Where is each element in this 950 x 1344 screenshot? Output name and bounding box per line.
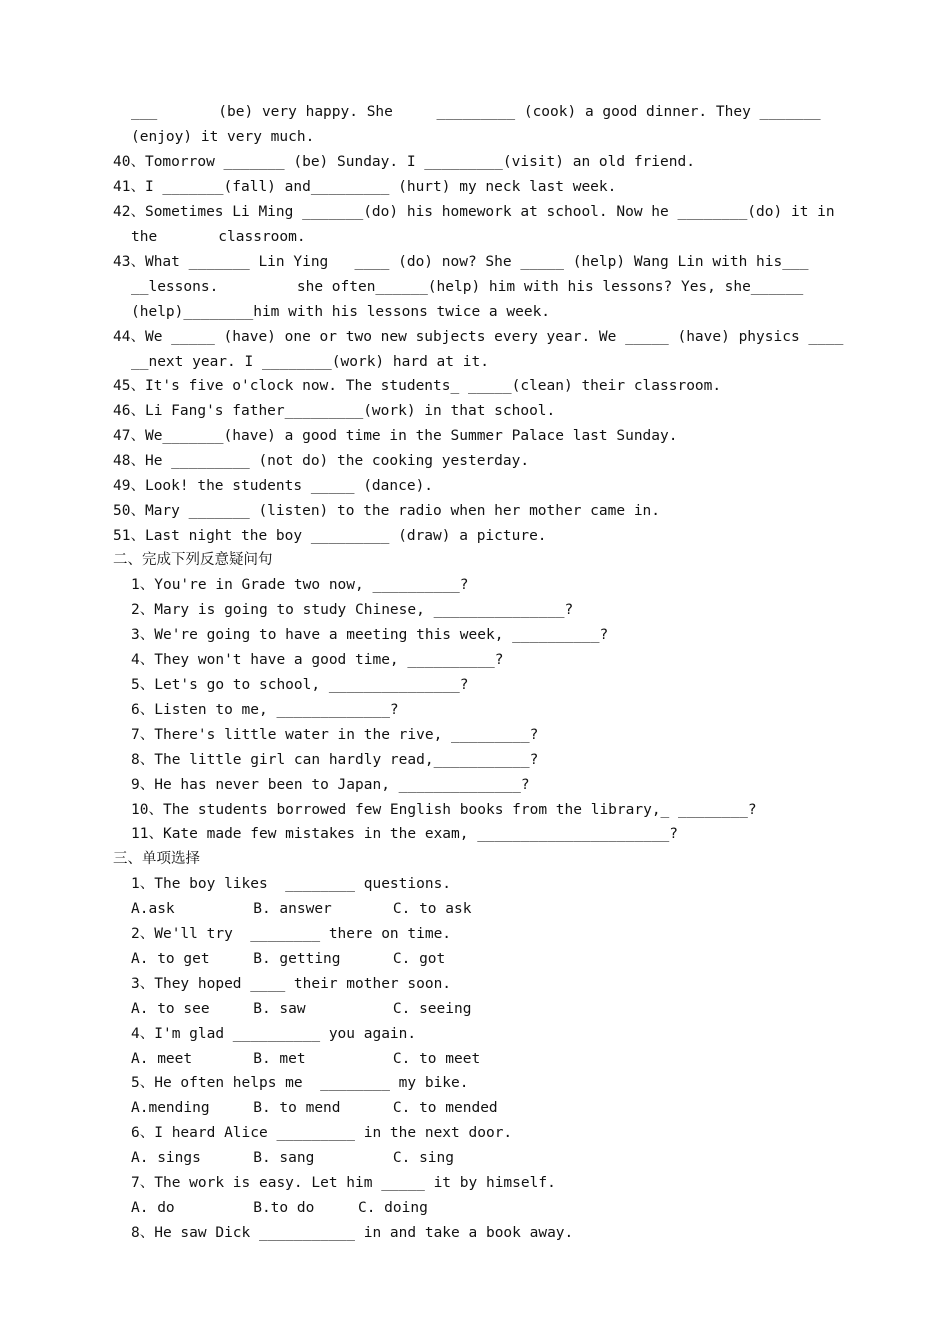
exercise-line: 46、Li Fang's father_________(work) in that school. xyxy=(113,403,556,419)
exercise-line: 8、The little girl can hardly read,___________? xyxy=(131,752,539,768)
options-line: A. meet B. met C. to meet xyxy=(131,1051,481,1067)
exercise-line: ___ (be) very happy. She _________ (cook) a good dinner. They _______ xyxy=(131,104,821,120)
options-line: A. to see B. saw C. seeing xyxy=(131,1001,472,1017)
exercise-line: 3、We're going to have a meeting this week, __________? xyxy=(131,627,609,643)
exercise-line: 47、We_______(have) a good time in the Summer Palace last Sunday. xyxy=(113,428,678,444)
question-line: 3、They hoped ____ their mother soon. xyxy=(131,976,452,992)
exercise-line: 49、Look! the students _____ (dance). xyxy=(113,478,434,494)
question-line: 7、The work is easy. Let him _____ it by himself. xyxy=(131,1175,556,1191)
exercise-line: 6、Listen to me, _____________? xyxy=(131,702,399,718)
exercise-line: 9、He has never been to Japan, ______________? xyxy=(131,777,530,793)
exercise-line: 5、Let's go to school, _______________? xyxy=(131,677,469,693)
question-line: 2、We'll try ________ there on time. xyxy=(131,926,452,942)
exercise-line: 1、You're in Grade two now, __________? xyxy=(131,577,469,593)
exercise-line: 43、What _______ Lin Ying ____ (do) now? She _____ (help) Wang Lin with his___ xyxy=(113,254,809,270)
exercise-line: 44、We _____ (have) one or two new subjects every year. We _____ (have) physics ____ xyxy=(113,329,844,345)
question-line: 1、The boy likes ________ questions. xyxy=(131,876,452,892)
section-heading: 三、单项选择 xyxy=(113,851,200,867)
exercise-line: 48、He _________ (not do) the cooking yesterday. xyxy=(113,453,530,469)
exercise-line: 50、Mary _______ (listen) to the radio when her mother came in. xyxy=(113,503,661,519)
question-line: 8、He saw Dick ___________ in and take a book away. xyxy=(131,1225,574,1241)
exercise-line: (enjoy) it very much. xyxy=(131,129,315,145)
exercise-line: __next year. I ________(work) hard at it. xyxy=(131,354,489,370)
exercise-line: 45、It's five o'clock now. The students_ _____(clean) their classroom. xyxy=(113,378,722,394)
exercise-line: 41、I _______(fall) and_________ (hurt) my neck last week. xyxy=(113,179,617,195)
exercise-line: 2、Mary is going to study Chinese, _______________? xyxy=(131,602,574,618)
question-line: 5、He often helps me ________ my bike. xyxy=(131,1075,469,1091)
options-line: A. sings B. sang C. sing xyxy=(131,1150,455,1166)
exercise-line: 51、Last night the boy _________ (draw) a picture. xyxy=(113,528,547,544)
exercise-line: __lessons. she often______(help) him with his lessons? Yes, she______ xyxy=(131,279,804,295)
exercise-line: 7、There's little water in the rive, _________? xyxy=(131,727,539,743)
options-line: A.ask B. answer C. to ask xyxy=(131,901,472,917)
section-heading: 二、完成下列反意疑问句 xyxy=(113,552,273,568)
exercise-line: the classroom. xyxy=(131,229,306,245)
question-line: 6、I heard Alice _________ in the next door. xyxy=(131,1125,513,1141)
exercise-line: 42、Sometimes Li Ming _______(do) his homework at school. Now he ________(do) it in xyxy=(113,204,835,220)
exercise-line: 40、Tomorrow _______ (be) Sunday. I _________(visit) an old friend. xyxy=(113,154,695,170)
options-line: A. to get B. getting C. got xyxy=(131,951,446,967)
exercise-line: 10、The students borrowed few English books from the library,_ ________? xyxy=(131,802,757,818)
exercise-line: 4、They won't have a good time, __________? xyxy=(131,652,504,668)
options-line: A.mending B. to mend C. to mended xyxy=(131,1100,498,1116)
exercise-line: 11、Kate made few mistakes in the exam, ______________________? xyxy=(131,826,679,842)
options-line: A. do B.to do C. doing xyxy=(131,1200,428,1216)
question-line: 4、I'm glad __________ you again. xyxy=(131,1026,417,1042)
exercise-line: (help)________him with his lessons twice a week. xyxy=(131,304,551,320)
